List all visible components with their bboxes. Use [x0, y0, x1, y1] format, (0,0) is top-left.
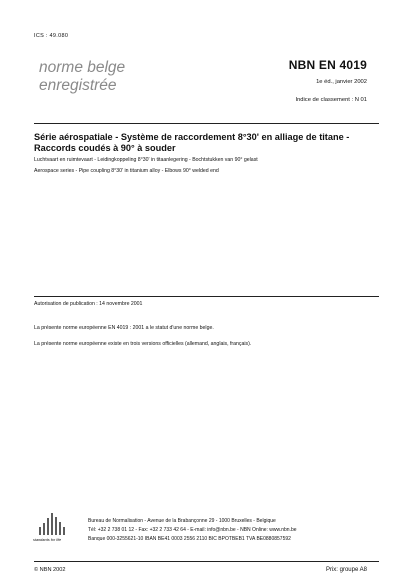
classification-index: Indice de classement : N 01: [295, 97, 367, 103]
publication-authorization: Autorisation de publication : 14 novembre 2001: [34, 301, 143, 307]
footer-address: Bureau de Normalisation - Avenue de la Brabançonne 29 - 1000 Bruxelles - Belgique: [88, 518, 276, 524]
logo-caption: standards for life: [33, 538, 62, 542]
divider-top: [34, 123, 379, 124]
title-english: Aerospace series - Pipe coupling 8°30' in titanium alloy - Elbows 90° welded end: [34, 168, 219, 174]
footer-contact: Tél: +32 2 738 01 12 - Fax: +32 2 733 42 64 - E-mail: info@nbn.be - NBN Online: www.nbn.be: [88, 527, 297, 533]
copyright: © NBN 2002: [34, 567, 66, 573]
divider-bottom: [34, 561, 379, 562]
versions-statement: La présente norme européenne existe en trois versions officielles (allemand, anglais, français).: [34, 341, 252, 347]
title-dutch: Luchtvaart en ruimtevaart - Leidingkoppeling 8°30' in titaanlegering - Bochtstukken van 90° gelast: [34, 157, 258, 163]
brand-title-line1: norme belge: [39, 59, 126, 76]
price-group: Prix: groupe A8: [325, 567, 367, 573]
divider-middle: [34, 296, 379, 297]
nbn-logo-icon: [36, 505, 70, 551]
ics-code: ICS : 49.080: [34, 33, 69, 39]
footer-bank: Banque 000-3255621-10 IBAN BE41 0003 2556 2110 BIC BPOTBEB1 TVA BE0880857592: [88, 536, 291, 542]
edition-date: 1e éd., janvier 2002: [316, 79, 367, 85]
brand-title-line2: enregistrée: [39, 77, 117, 94]
standard-number: NBN EN 4019: [288, 58, 367, 72]
status-statement: La présente norme européenne EN 4019 : 2001 a le statut d'une norme belge.: [34, 325, 214, 331]
title-french: Série aérospatiale - Système de raccordement 8°30' en alliage de titane - Raccords coudés à 90° à souder: [34, 132, 350, 153]
